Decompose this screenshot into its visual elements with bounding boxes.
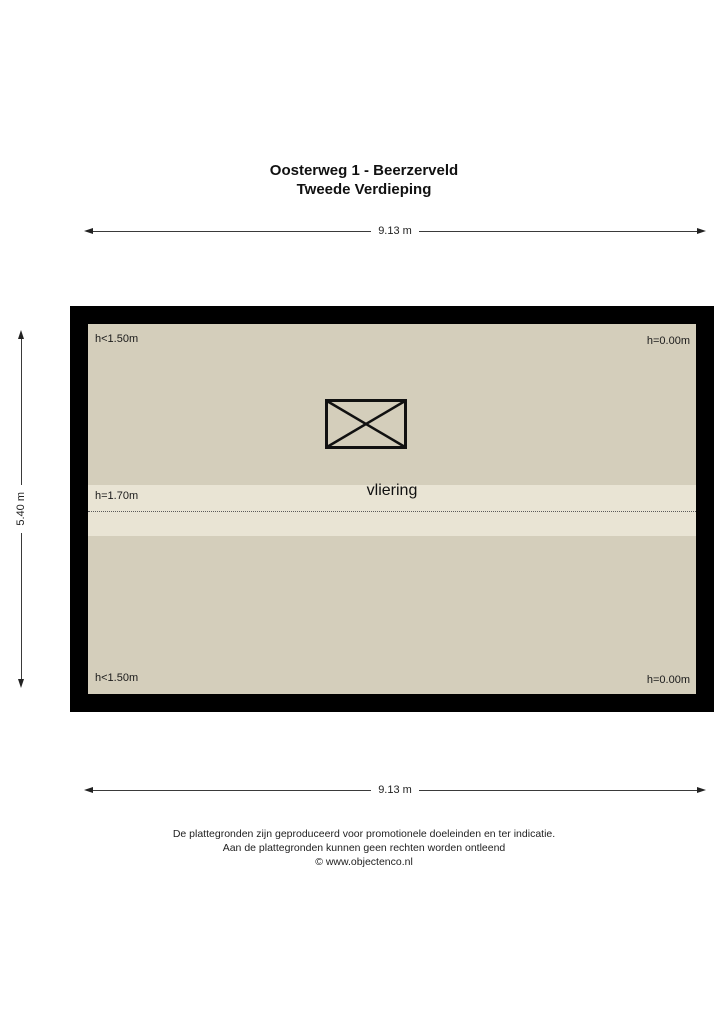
dimension-line (93, 231, 371, 232)
height-label-top-right: h=0.00m (646, 335, 690, 347)
page-title-floor: Tweede Verdieping (296, 181, 432, 198)
height-label-mid-left: h=1.70m (95, 490, 139, 502)
dimension-top (84, 225, 706, 237)
arrow-left-icon (84, 787, 93, 793)
dimension-left (14, 330, 28, 688)
dimension-bottom (84, 784, 706, 796)
footer-line-2: Aan de plattegronden kunnen geen rechten worden ontleend (222, 842, 506, 854)
arrow-left-icon (84, 228, 93, 234)
arrow-down-icon (18, 679, 24, 688)
dimension-line (93, 790, 371, 791)
footer-disclaimer (0, 827, 728, 869)
dimension-line (21, 339, 22, 485)
arrow-up-icon (18, 330, 24, 339)
page-title-address: Oosterweg 1 - Beerzerveld (269, 162, 459, 179)
arrow-right-icon (697, 787, 706, 793)
dimension-top-value: 9.13 m (378, 225, 412, 237)
dimension-line (21, 533, 22, 679)
floorplan-walls (70, 306, 714, 712)
arrow-right-icon (697, 228, 706, 234)
footer-copyright: © www.objectenco.nl (315, 856, 413, 868)
height-label-bottom-right: h=0.00m (646, 674, 690, 686)
dimension-bottom-value: 9.13 m (378, 784, 412, 796)
vliering-divider-dotted-line (88, 511, 696, 512)
room-label-vliering: vliering (366, 482, 418, 499)
dimension-line (419, 790, 697, 791)
dimension-line (419, 231, 697, 232)
height-label-top-left: h<1.50m (95, 333, 139, 345)
floorplan-room-area (88, 324, 696, 694)
footer-line-1: De plattegronden zijn geproduceerd voor promotionele doeleinden en ter indicatie. (172, 828, 556, 840)
page-title (0, 161, 728, 199)
crossed-box-symbol (325, 399, 407, 449)
dimension-left-value: 5.40 m (15, 492, 27, 526)
height-label-bottom-left: h<1.50m (95, 672, 139, 684)
